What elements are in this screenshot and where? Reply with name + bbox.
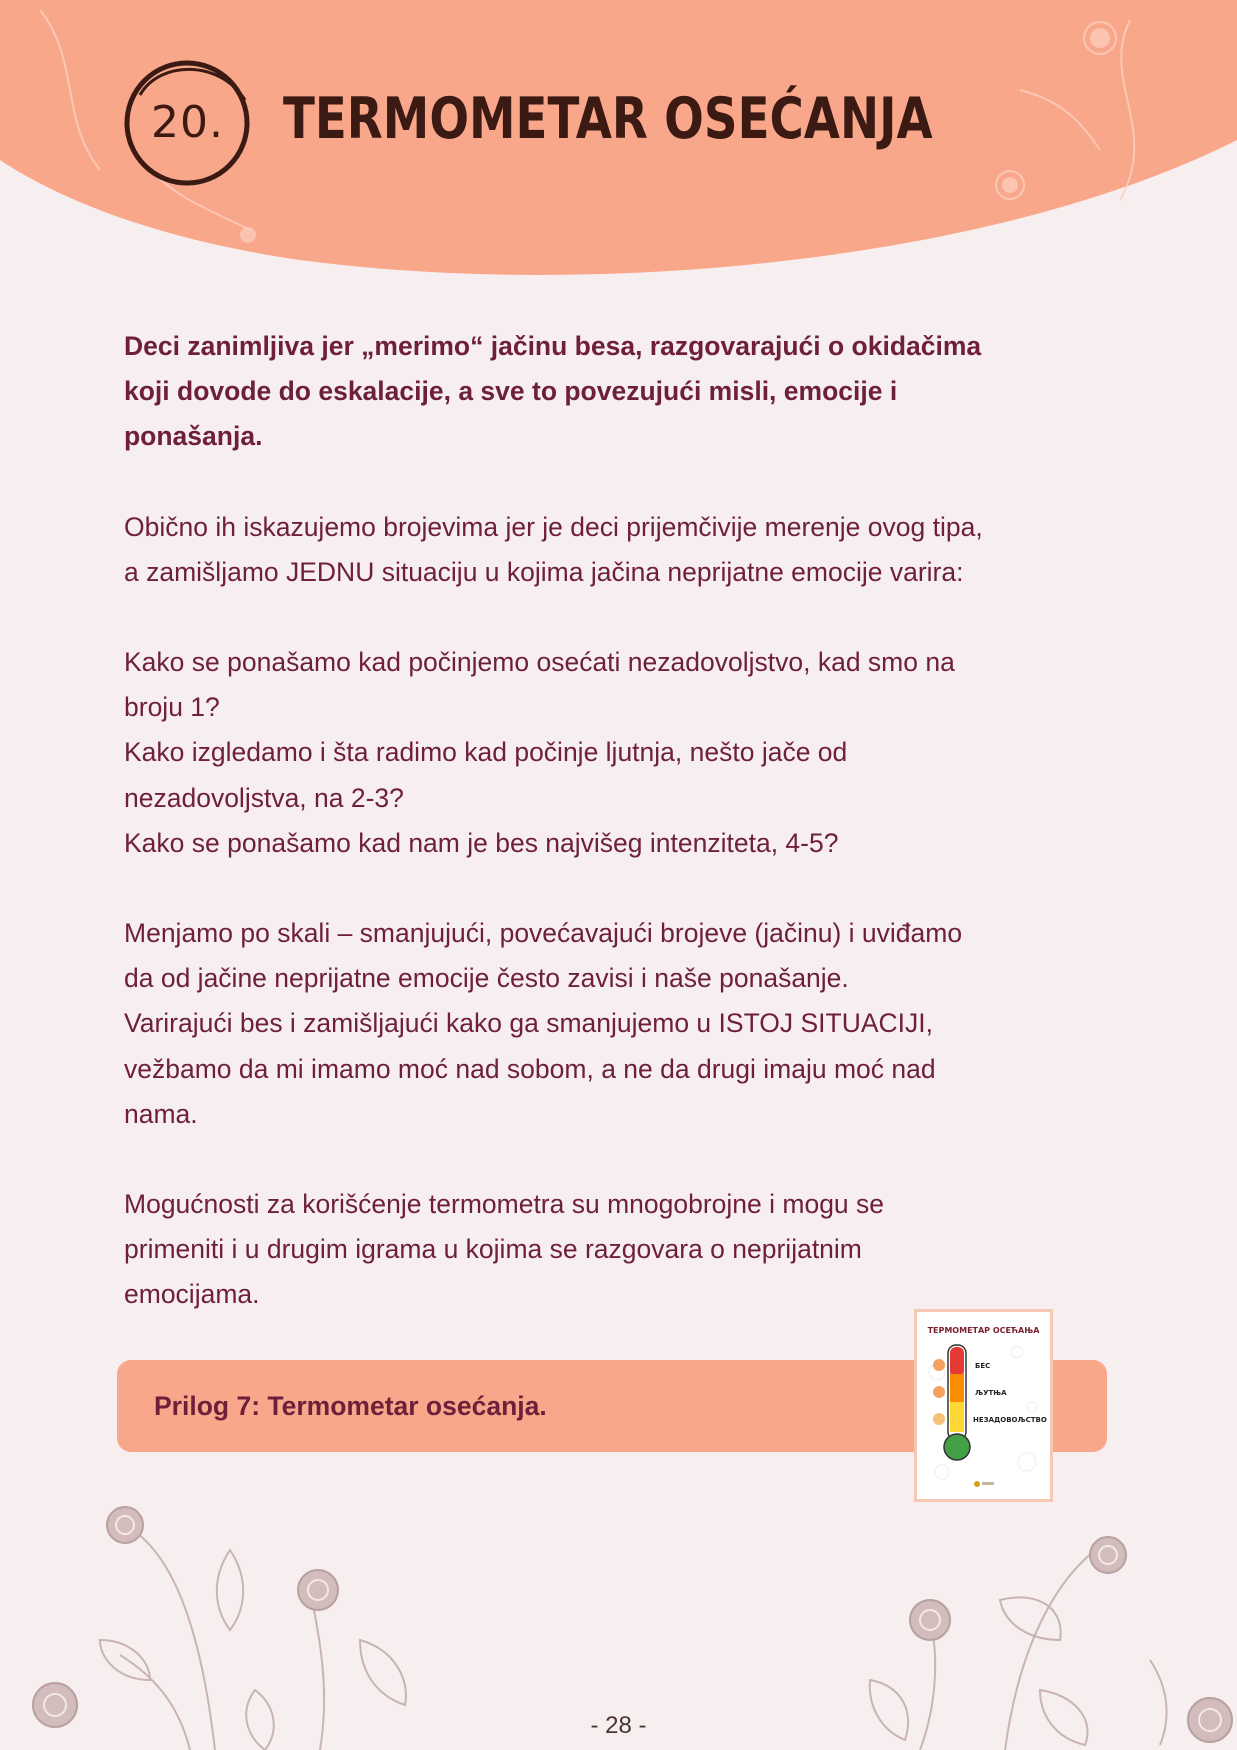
paragraph-line: Mogućnosti za korišćenje termometra su mnogobrojne i mogu se: [124, 1189, 885, 1220]
section-number: 20.: [151, 97, 224, 148]
paragraph-line: primeniti i u drugim igrama u kojima se razgovara o neprijatnim: [124, 1234, 862, 1265]
paragraph-line: nezadovoljstva, na 2-3?: [124, 782, 404, 813]
thermometer-icon: [917, 1312, 1050, 1499]
paragraph: [124, 505, 1124, 595]
paragraph-line: Obično ih iskazujemo brojevima jer je deci prijemčivije merenje ovog tipa,: [124, 511, 983, 542]
paragraph-line: a zamišljamo JEDNU situaciju u kojima jačina neprijatne emocije varira:: [124, 556, 964, 587]
paragraph-line: Kako se ponašamo kad nam je bes najvišeg intenziteta, 4-5?: [124, 827, 839, 858]
paragraph-line: vežbamo da mi imamo moć nad sobom, a ne da drugi imaju moć nad: [124, 1053, 936, 1084]
paragraph: [124, 911, 1124, 1137]
paragraph-line: Menjamo po skali – smanjujući, povećavajući brojeve (jačinu) i uviđamo: [124, 918, 963, 949]
intro-text: [124, 324, 1124, 460]
paragraph-line: Varirajući bes i zamišljajući kako ga smanjujemo u ISTOJ SITUACIJI,: [124, 1008, 934, 1039]
intro-line: Deci zanimljiva jer „merimo“ jačinu besa, razgovarajući o okidačima: [124, 331, 982, 361]
thumbnail-level-label: БЕС: [975, 1362, 991, 1370]
paragraph: [124, 640, 1124, 866]
main-content: [124, 324, 1124, 1363]
intro-line: ponašanja.: [124, 421, 263, 452]
thermometer-thumbnail[interactable]: [914, 1309, 1053, 1502]
page-number: - 28 -: [590, 1712, 647, 1739]
thumbnail-title: ТЕРМОМЕТАР ОСЕЋАЊА: [927, 1326, 1040, 1335]
paragraph-line: da od jačine neprijatne emocije često zavisi i naše ponašanje.: [124, 963, 849, 994]
paragraph-line: nama.: [124, 1098, 198, 1129]
paragraph-line: Kako se ponašamo kad počinjemo osećati nezadovoljstvo, kad smo na: [124, 647, 955, 678]
paragraph-line: broju 1?: [124, 692, 220, 723]
paragraph-line: emocijama.: [124, 1279, 260, 1310]
floral-decoration: [0, 1480, 1237, 1750]
page-title: TERMOMETAR OSEĆANJA: [283, 86, 933, 152]
paragraph: [124, 1182, 1124, 1318]
attachment-label: Prilog 7: Termometar osećanja.: [154, 1391, 547, 1421]
intro-line: koji dovode do eskalacije, a sve to povezujući misli, emocije i: [124, 376, 898, 407]
paragraph-line: Kako izgledamo i šta radimo kad počinje ljutnja, nešto jače od: [124, 737, 848, 768]
thumbnail-level-label: ЉУТЊА: [975, 1389, 1007, 1397]
thumbnail-level-label: НЕЗАДОВОЉСТВО: [973, 1416, 1047, 1424]
